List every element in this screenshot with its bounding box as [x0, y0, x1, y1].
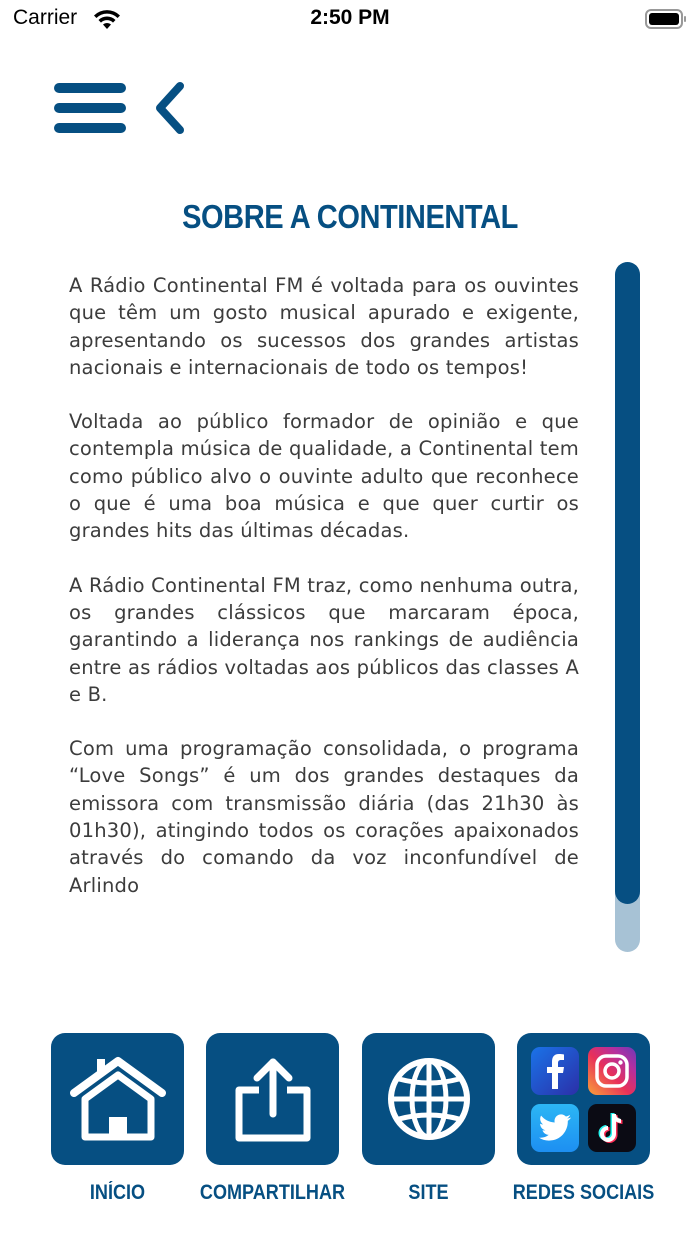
home-icon	[68, 1051, 168, 1147]
twitter-icon[interactable]	[531, 1104, 579, 1152]
share-button[interactable]	[206, 1033, 339, 1165]
battery-icon	[645, 8, 687, 30]
paragraph: A Rádio Continental FM traz, como nenhuma outra, os grandes clássicos que marcaram época, garantindo a liderança nos rankings de audiência entre as rádios voltadas aos públicos das classes A e B.	[69, 573, 579, 706]
chevron-left-icon[interactable]	[150, 80, 190, 136]
site-label[interactable]: SITE	[408, 1181, 449, 1204]
page-title: SOBRE A CONTINENTAL	[182, 198, 518, 235]
share-label[interactable]: COMPARTILHAR	[199, 1181, 346, 1204]
paragraph: Voltada ao público formador de opinião e que contempla música de qualidade, a Continental tem como público alvo o ouvinte adulto que reconhece o que é uma boa música e que quer curtir os grandes hits das últimas décadas.	[69, 410, 579, 543]
status-bar	[0, 0, 700, 40]
carrier-label: Carrier	[13, 6, 78, 29]
tiktok-icon[interactable]	[588, 1104, 636, 1152]
scrollbar-thumb[interactable]	[615, 262, 640, 904]
paragraph: Com uma programação consolidada, o programa “Love Songs” é um dos grandes destaques da emissora com transmissão diária (das 21h30 às 01h30), atingindo todos os corações apaixonados através do comando da voz inconfundível de Arlindo	[69, 737, 579, 897]
hamburger-menu-icon[interactable]	[53, 80, 127, 136]
about-text-scroll-area[interactable]	[69, 272, 579, 956]
facebook-icon[interactable]	[531, 1047, 579, 1095]
home-label[interactable]: INÍCIO	[89, 1181, 146, 1204]
scrollbar-track[interactable]	[615, 262, 640, 952]
home-button[interactable]	[51, 1033, 184, 1165]
social-networks-label[interactable]: REDES SOCIAIS	[512, 1181, 655, 1204]
clock: 2:50 PM	[310, 6, 390, 29]
top-nav	[50, 78, 200, 138]
globe-icon	[385, 1055, 473, 1143]
paragraph: A Rádio Continental FM é voltada para os ouvintes que têm um gosto musical apurado e exigente, apresentando os sucessos dos grandes artistas nacionais e internacionais de todo os tempos!	[69, 274, 579, 379]
social-networks-button[interactable]	[517, 1033, 650, 1165]
share-icon	[233, 1054, 313, 1144]
instagram-icon[interactable]	[588, 1047, 636, 1095]
social-networks-icon	[531, 1047, 636, 1152]
site-button[interactable]	[362, 1033, 495, 1165]
